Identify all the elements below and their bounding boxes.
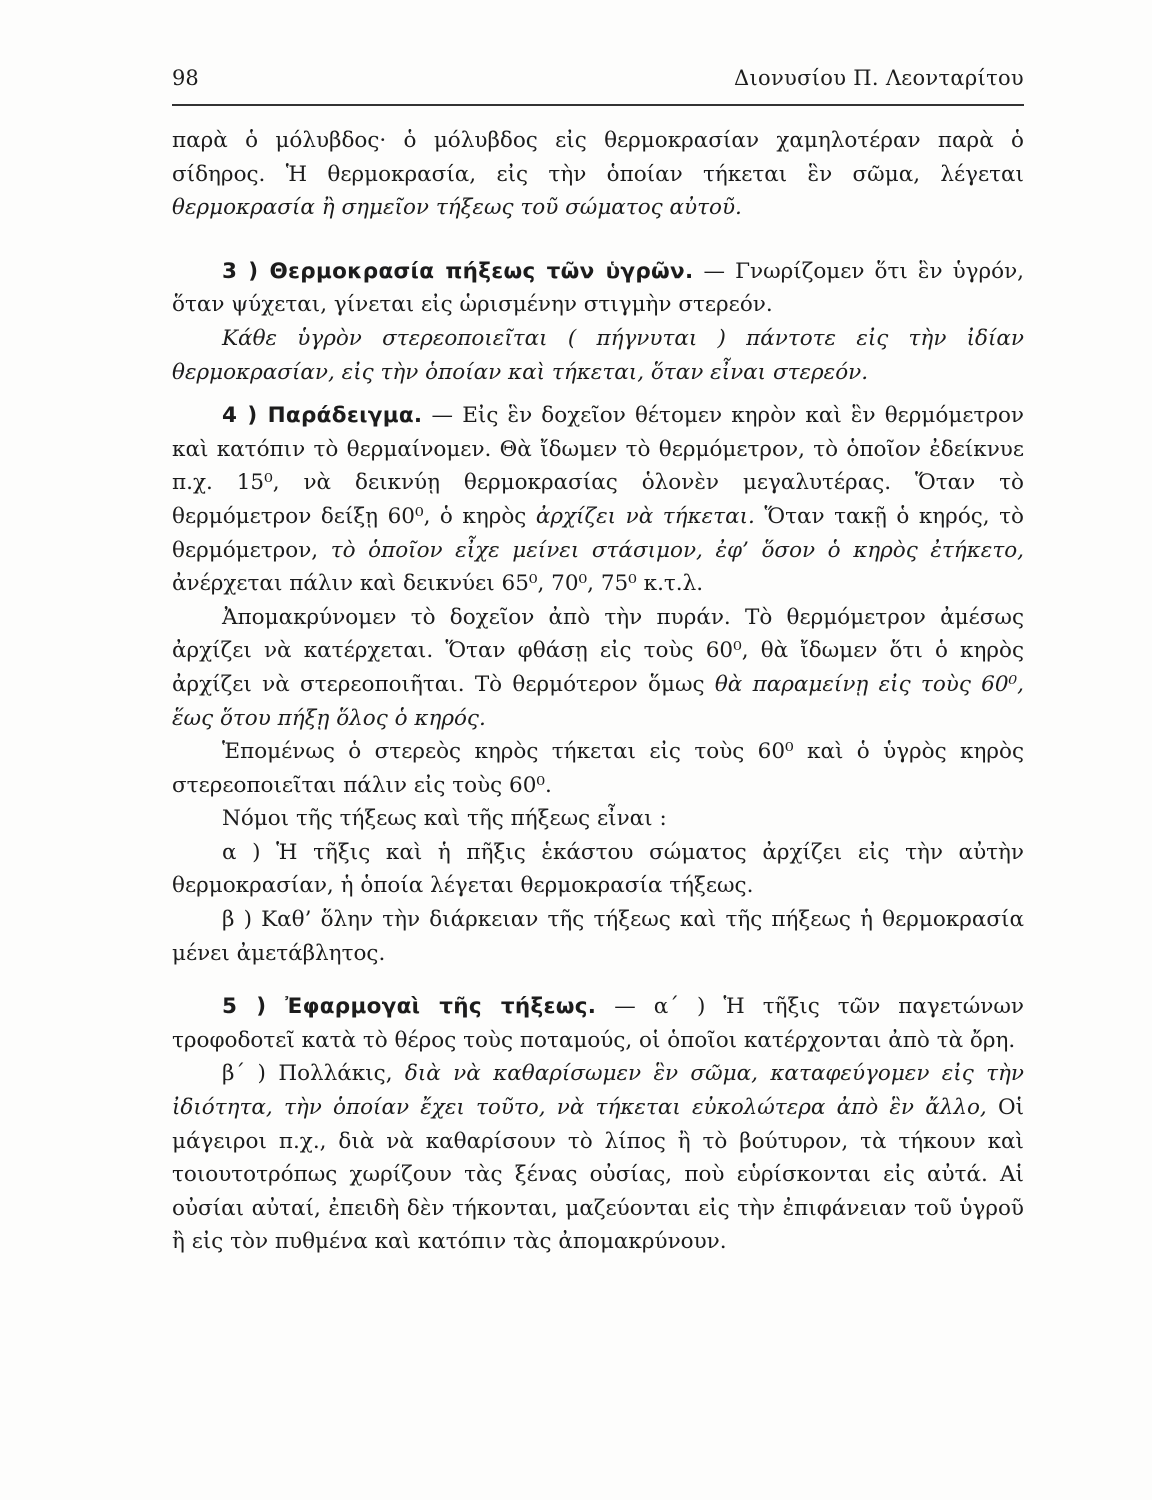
paragraph-cooling	[172, 601, 1024, 735]
section-4-heading: 4 ) Παράδειγμα.	[222, 403, 423, 429]
paragraph-text: ἀνέρχεται πάλιν καὶ δεικνύει 65⁰, 70⁰, 75⁰ κ.τ.λ.	[172, 571, 704, 597]
paragraph-text: β΄ ) Πολλάκις,	[222, 1061, 405, 1087]
paragraph-text: παρὰ ὁ μόλυβδος· ὁ μόλυβδος εἰς θερμοκρασίαν χαμηλοτέραν παρὰ ὁ σίδηρος. Ἡ θερμοκρασία, εἰς τὴν ὁποίαν τήκεται ἓν σῶμα, λέγεται	[172, 128, 1024, 187]
paragraph-text: Οἱ μάγειροι π.χ., διὰ νὰ καθαρίσουν τὸ λίπος ἢ τὸ βούτυρον, τὰ τήκουν καὶ τοιουτοτρόπως χωρίζουν τὰς ξένας οὐσίας, ποὺ εὑρίσκονται εἰς αὐτά. Αἱ οὐσίαι αὐταί, ἐπειδὴ δὲν τήκονται, μαζεύονται εἰς τὴν ἐπιφάνειαν τοῦ ὑγροῦ ἢ εἰς τὸν πυθμένα καὶ κατόπιν τὰς ἀπομακρύνουν.	[172, 1095, 1025, 1255]
law-b: β ) Καθ’ ὅλην τὴν διάρκειαν τῆς τήξεως καὶ τῆς πήξεως ἡ θερμοκρασία μένει ἀμετάβλητος.	[172, 907, 1024, 966]
body-text	[172, 124, 1024, 1259]
section-5	[172, 990, 1024, 1057]
section-3-heading: 3 ) Θερμοκρασία πήξεως τῶν ὑγρῶν.	[222, 258, 694, 284]
emphasis-text: τὸ ὁποῖον εἶχε μείνει στάσιμον, ἐφ’ ὅσον ὁ κηρὸς ἐτήκετο,	[330, 537, 1024, 563]
running-head: Διονυσίου Π. Λεονταρίτου	[734, 66, 1024, 90]
page-number: 98	[172, 66, 199, 90]
paragraph-melting-point	[172, 124, 1024, 225]
paragraph-text: — Γνωρίζομεν ὅτι ἓν ὑγρόν, ὅταν ψύχεται, γίνεται εἰς ὡρισμένην στιγμὴν στερεόν.	[172, 258, 1025, 318]
paragraph-conclusion: Ἑπομένως ὁ στερεὸς κηρὸς τήκεται εἰς τοὺς 60⁰ καὶ ὁ ὑγρὸς κηρὸς στερεοποιεῖται πάλιν εἰς τοὺς 60⁰.	[172, 739, 1024, 798]
paragraph-text: Ἀπομακρύνομεν τὸ δοχεῖον ἀπὸ τὴν πυράν. Τὸ θερμόμετρον ἀμέσως ἀρχίζει νὰ κατέρχεται. Ὅταν φθάσῃ εἰς τοὺς 60⁰, θὰ ἴδωμεν ὅτι ὁ κηρὸς ἀρχίζει νὰ στερεοποιῆται. Τὸ θερμότερον ὅμως	[172, 604, 1024, 697]
section-5-heading: 5 ) Ἐφαρμογαὶ τῆς τήξεως.	[222, 994, 597, 1020]
law-a: α ) Ἡ τῆξις καὶ ἡ πῆξις ἑκάστου σώματος ἀρχίζει εἰς τὴν αὐτὴν θερμοκρασίαν, ἡ ὁποία λέγεται θερμοκρασία τήξεως.	[172, 839, 1024, 899]
header-rule	[172, 104, 1024, 106]
paragraph-text: Ὅταν τακῇ ὁ κηρός, τὸ θερμόμετρον,	[172, 503, 1024, 563]
section-4	[172, 399, 1024, 601]
emphasis-text: ἀρχίζει νὰ τήκεται.	[535, 503, 755, 529]
emphasis-text: θερμοκρασία ἢ σημεῖον τήξεως τοῦ σώματος αὐτοῦ.	[172, 195, 742, 221]
emphasis-text: διὰ νὰ καθαρίσωμεν ἓν σῶμα, καταφεύγομεν εἰς τὴν ἰδιότητα, τὴν ὁποίαν ἔχει τοῦτο, νὰ τήκεται εὐκολώτερα ἀπὸ ἓν ἄλλο,	[172, 1061, 1025, 1121]
section-3	[172, 255, 1024, 322]
page-header	[172, 66, 1024, 100]
emphasis-text: θὰ παραμείνῃ εἰς τοὺς 60⁰, ἕως ὅτου πήξῃ ὅλος ὁ κηρός.	[172, 671, 1024, 731]
paragraph-laws-intro: Νόμοι τῆς τήξεως καὶ τῆς πήξεως εἶναι :	[222, 806, 667, 832]
paragraph-application-b	[172, 1057, 1024, 1259]
paragraph-solidification-rule: Κάθε ὑγρὸν στερεοποιεῖται ( πήγνυται ) πάντοτε εἰς τὴν ἰδίαν θερμοκρασίαν, εἰς τὴν ὁποίαν καὶ τήκεται, ὅταν εἶναι στερεόν.	[172, 325, 1024, 385]
paragraph-text: — Εἰς ἓν δοχεῖον θέτομεν κηρὸν καὶ ἓν θερμόμετρον καὶ κατόπιν τὸ θερμαίνομεν. Θὰ ἴδωμεν τὸ θερμόμετρον, τὸ ὁποῖον ἐδείκνυε π.χ. 15⁰, νὰ δεικνύῃ θερμοκρασίας ὁλονὲν μεγαλυτέρας. Ὅταν τὸ θερμόμετρον δείξῃ 60⁰, ὁ κηρὸς	[172, 403, 1025, 529]
paragraph-text: — α΄ ) Ἡ τῆξις τῶν παγετώνων τροφοδοτεῖ κατὰ τὸ θέρος τοὺς ποταμούς, οἱ ὁποῖοι κατέρχονται ἀπὸ τὰ ὄρη.	[172, 994, 1024, 1053]
